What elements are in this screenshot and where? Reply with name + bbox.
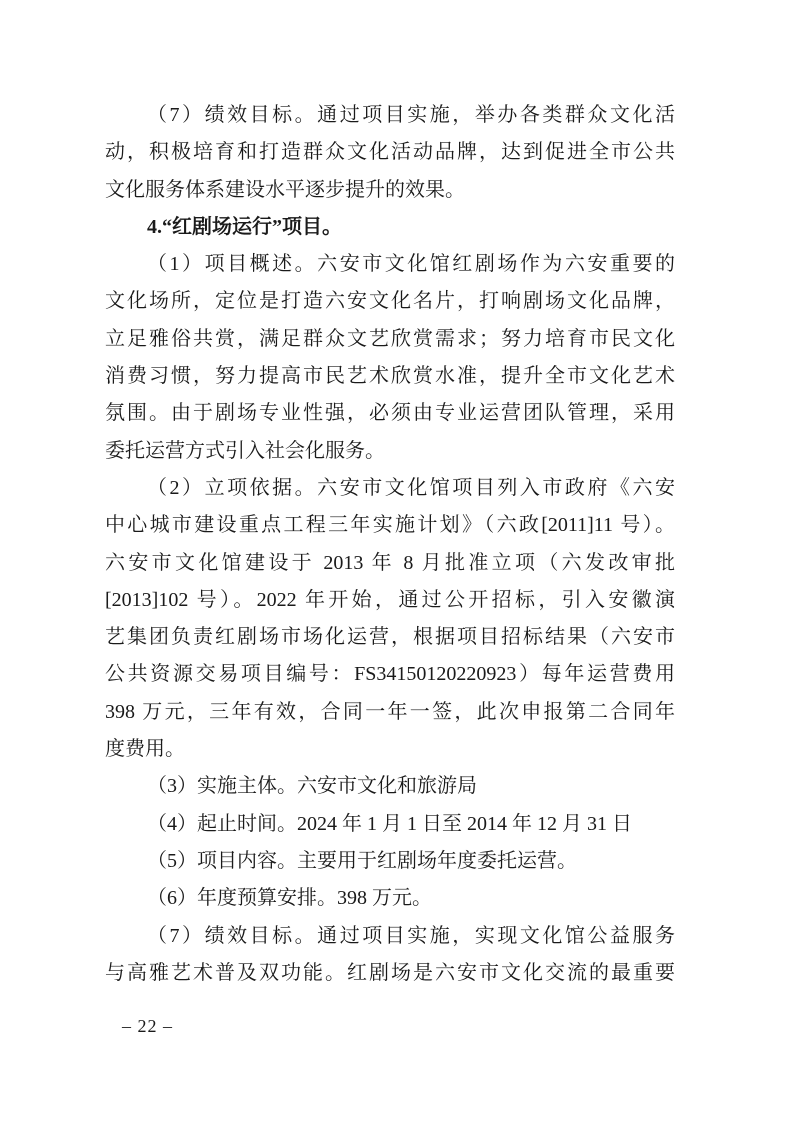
text-line: [2013]102 号）。2022 年开始，通过公开招标，引入安徽演 — [105, 588, 675, 611]
heading-project-4 — [105, 209, 675, 246]
para-annual-budget — [105, 880, 675, 917]
text-line: 消费习惯，努力提高市民艺术欣赏水准，提升全市文化艺术 — [105, 365, 675, 388]
text-line: 中心城市建设重点工程三年实施计划》（六政[2011]11 号）。 — [105, 514, 675, 537]
page-number: – 22 – — [122, 1016, 173, 1036]
text-line: （2）立项依据。六安市文化馆项目列入市政府《六安 — [147, 476, 675, 499]
text-line: 动，积极培育和打造群众文化活动品牌，达到促进全市公共 — [105, 141, 675, 164]
text-line: （1）项目概述。六安市文化馆红剧场作为六安重要的 — [147, 253, 675, 276]
text-line: 398 万元，三年有效，合同一年一签，此次申报第二合同年 — [105, 700, 675, 723]
para-project-overview — [105, 246, 675, 470]
para-performance-goal — [105, 918, 675, 993]
text-line: 立足雅俗共赏，满足群众文艺欣赏需求；努力培育市民文化 — [105, 327, 675, 350]
text-line: 文化服务体系建设水平逐步提升的效果。 — [105, 178, 465, 201]
text-line: 艺集团负责红剧场市场化运营，根据项目招标结果（六安市 — [105, 626, 675, 649]
text-line: （7）绩效目标。通过项目实施，举办各类群众文化活 — [147, 104, 675, 126]
para-time-span — [105, 806, 675, 843]
text-line: 与高雅艺术普及双功能。红剧场是六安市文化交流的最重要 — [105, 961, 675, 984]
para-project-basis — [105, 470, 675, 768]
text-line: （6）年度预算安排。398 万元。 — [147, 887, 432, 910]
text-line: （5）项目内容。主要用于红剧场年度委托运营。 — [147, 849, 577, 872]
text-line: 4.“红剧场运行”项目。 — [147, 215, 342, 238]
text-block — [105, 97, 675, 992]
para-implementing-entity — [105, 768, 675, 805]
page-footer — [122, 1014, 173, 1038]
text-line: （4）起止时间。2024 年 1 月 1 日至 2014 年 12 月 31 日 — [147, 812, 632, 835]
text-line: （3）实施主体。六安市文化和旅游局 — [147, 775, 477, 798]
text-line: 委托运营方式引入社会化服务。 — [105, 439, 385, 462]
text-line: （7）绩效目标。通过项目实施，实现文化馆公益服务 — [147, 924, 675, 947]
text-line: 公共资源交易项目编号：FS34150120220923）每年运营费用 — [105, 663, 675, 686]
para-project-content — [105, 843, 675, 880]
text-line: 氛围。由于剧场专业性强，必须由专业运营团队管理，采用 — [105, 402, 675, 425]
para-prev-project-performance-goal — [105, 97, 675, 209]
text-line: 六安市文化馆建设于 2013 年 8 月批准立项（六发改审批 — [105, 551, 675, 574]
text-line: 文化场所，定位是打造六安文化名片，打响剧场文化品牌， — [105, 290, 675, 313]
text-line: 度费用。 — [105, 738, 185, 761]
